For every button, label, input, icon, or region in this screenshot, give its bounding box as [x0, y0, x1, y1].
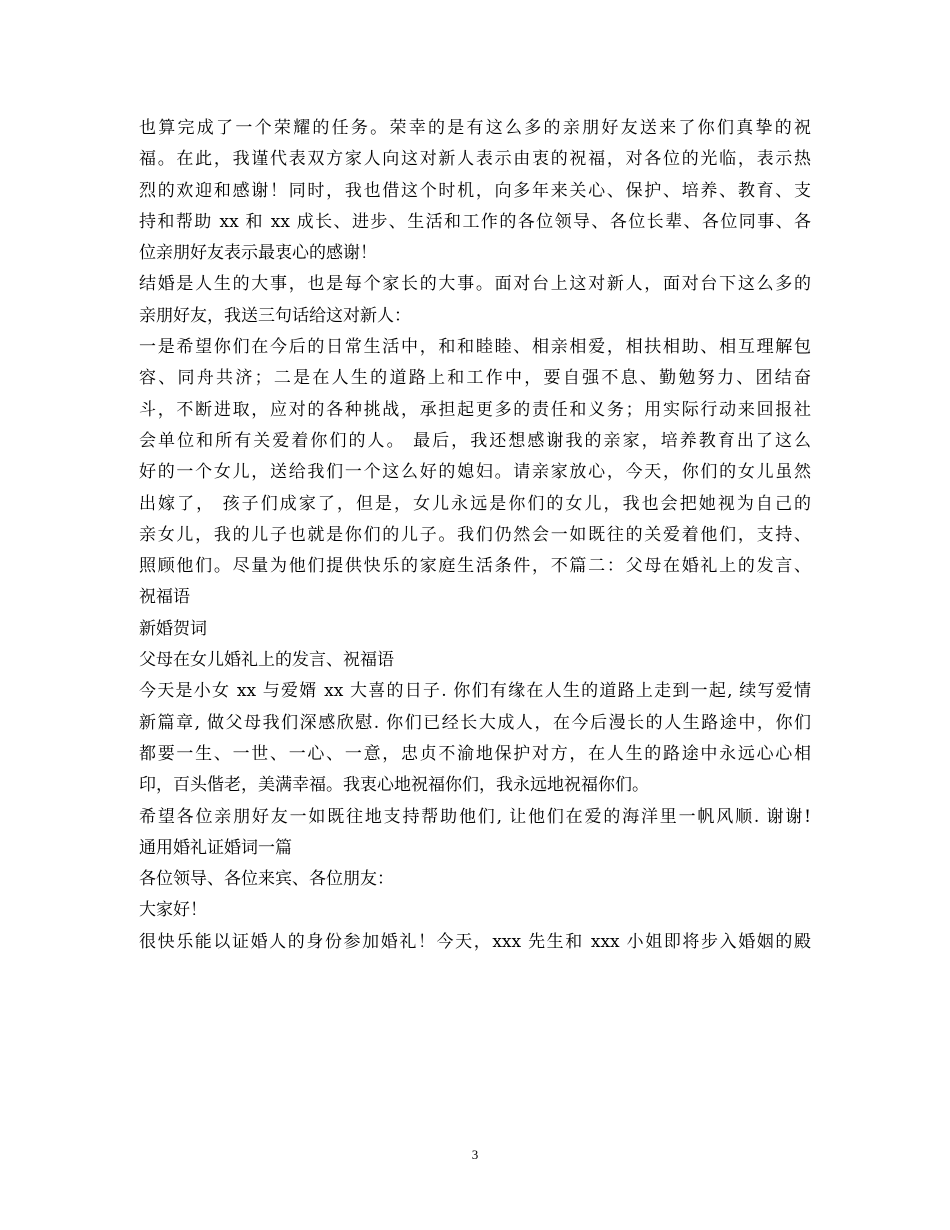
text-line: 亲朋好友，我送三句话给这对新人： — [139, 305, 411, 326]
text-line: 亲女儿，我的儿子也就是你们的儿子。我们仍然会一如既往的关爱着他们，支持、 — [139, 524, 811, 545]
text-line: 很快乐能以证婚人的身份参加婚礼！今天，xxx 先生和 xxx 小姐即将步入婚姻的殿 — [139, 931, 811, 952]
document-body — [139, 113, 811, 958]
text-line: 都要一生、一世、一心、一意，忠贞不渝地保护对方，在人生的路途中永远心心相 — [139, 743, 811, 764]
text-line: 各位领导、各位来宾、各位朋友： — [139, 869, 394, 890]
page-number: 3 — [471, 1147, 479, 1162]
text-line: 也算完成了一个荣耀的任务。荣幸的是有这么多的亲朋好友送来了你们真挚的祝 — [139, 118, 811, 138]
text-line: 祝福语 — [139, 587, 190, 608]
text-line: 大家好！ — [139, 900, 207, 921]
section-heading: 新婚贺词 — [139, 618, 207, 639]
section-heading: 父母在女儿婚礼上的发言、祝福语 — [139, 650, 394, 671]
text-line: 位亲朋好友表示最衷心的感谢！ — [139, 243, 377, 264]
text-line: 今天是小女 xx 与爱婿 xx 大喜的日子. 你们有缘在人生的道路上走到一起, 续写爱情 — [139, 681, 811, 702]
text-line: 希望各位亲朋好友一如既往地支持帮助他们, 让他们在爱的海洋里一帆风顺. 谢谢! — [139, 806, 811, 827]
text-line: 会单位和所有关爱着你们的人。 最后，我还想感谢我的亲家，培养教育出了这么 — [139, 430, 811, 451]
section-heading: 通用婚礼证婚词一篇 — [139, 837, 292, 858]
text-line: 印，百头偕老，美满幸福。我衷心地祝福你们，我永远地祝福你们。 — [139, 775, 649, 796]
text-line: 斗，不断进取，应对的各种挑战，承担起更多的责任和义务；用实际行动来回报社 — [139, 399, 811, 420]
text-line: 福。在此，我谨代表双方家人向这对新人表示由衷的祝福，对各位的光临，表示热 — [139, 149, 811, 170]
text-line: 一是希望你们在今后的日常生活中，和和睦睦、相亲相爱，相扶相助、相互理解包 — [139, 337, 811, 358]
text-line: 出嫁了， 孩子们成家了，但是，女儿永远是你们的女儿，我也会把她视为自己的 — [139, 493, 811, 514]
text-line: 新篇章, 做父母我们深感欣慰. 你们已经长大成人，在今后漫长的人生路途中，你们 — [139, 712, 811, 733]
text-line: 烈的欢迎和感谢！同时，我也借这个时机，向多年来关心、保护、培养、教育、支 — [139, 180, 811, 201]
text-line: 照顾他们。尽量为他们提供快乐的家庭生活条件，不篇二：父母在婚礼上的发言、 — [139, 556, 811, 577]
text-line: 结婚是人生的大事，也是每个家长的大事。面对台上这对新人，面对台下这么多的 — [139, 274, 811, 295]
text-line: 持和帮助 xx 和 xx 成长、进步、生活和工作的各位领导、各位长辈、各位同事、各 — [139, 211, 811, 232]
text-line: 容、同舟共济；二是在人生的道路上和工作中，要自强不息、勤勉努力、团结奋 — [139, 368, 811, 389]
text-line: 好的一个女儿，送给我们一个这么好的媳妇。请亲家放心，今天，你们的女儿虽然 — [139, 462, 811, 483]
